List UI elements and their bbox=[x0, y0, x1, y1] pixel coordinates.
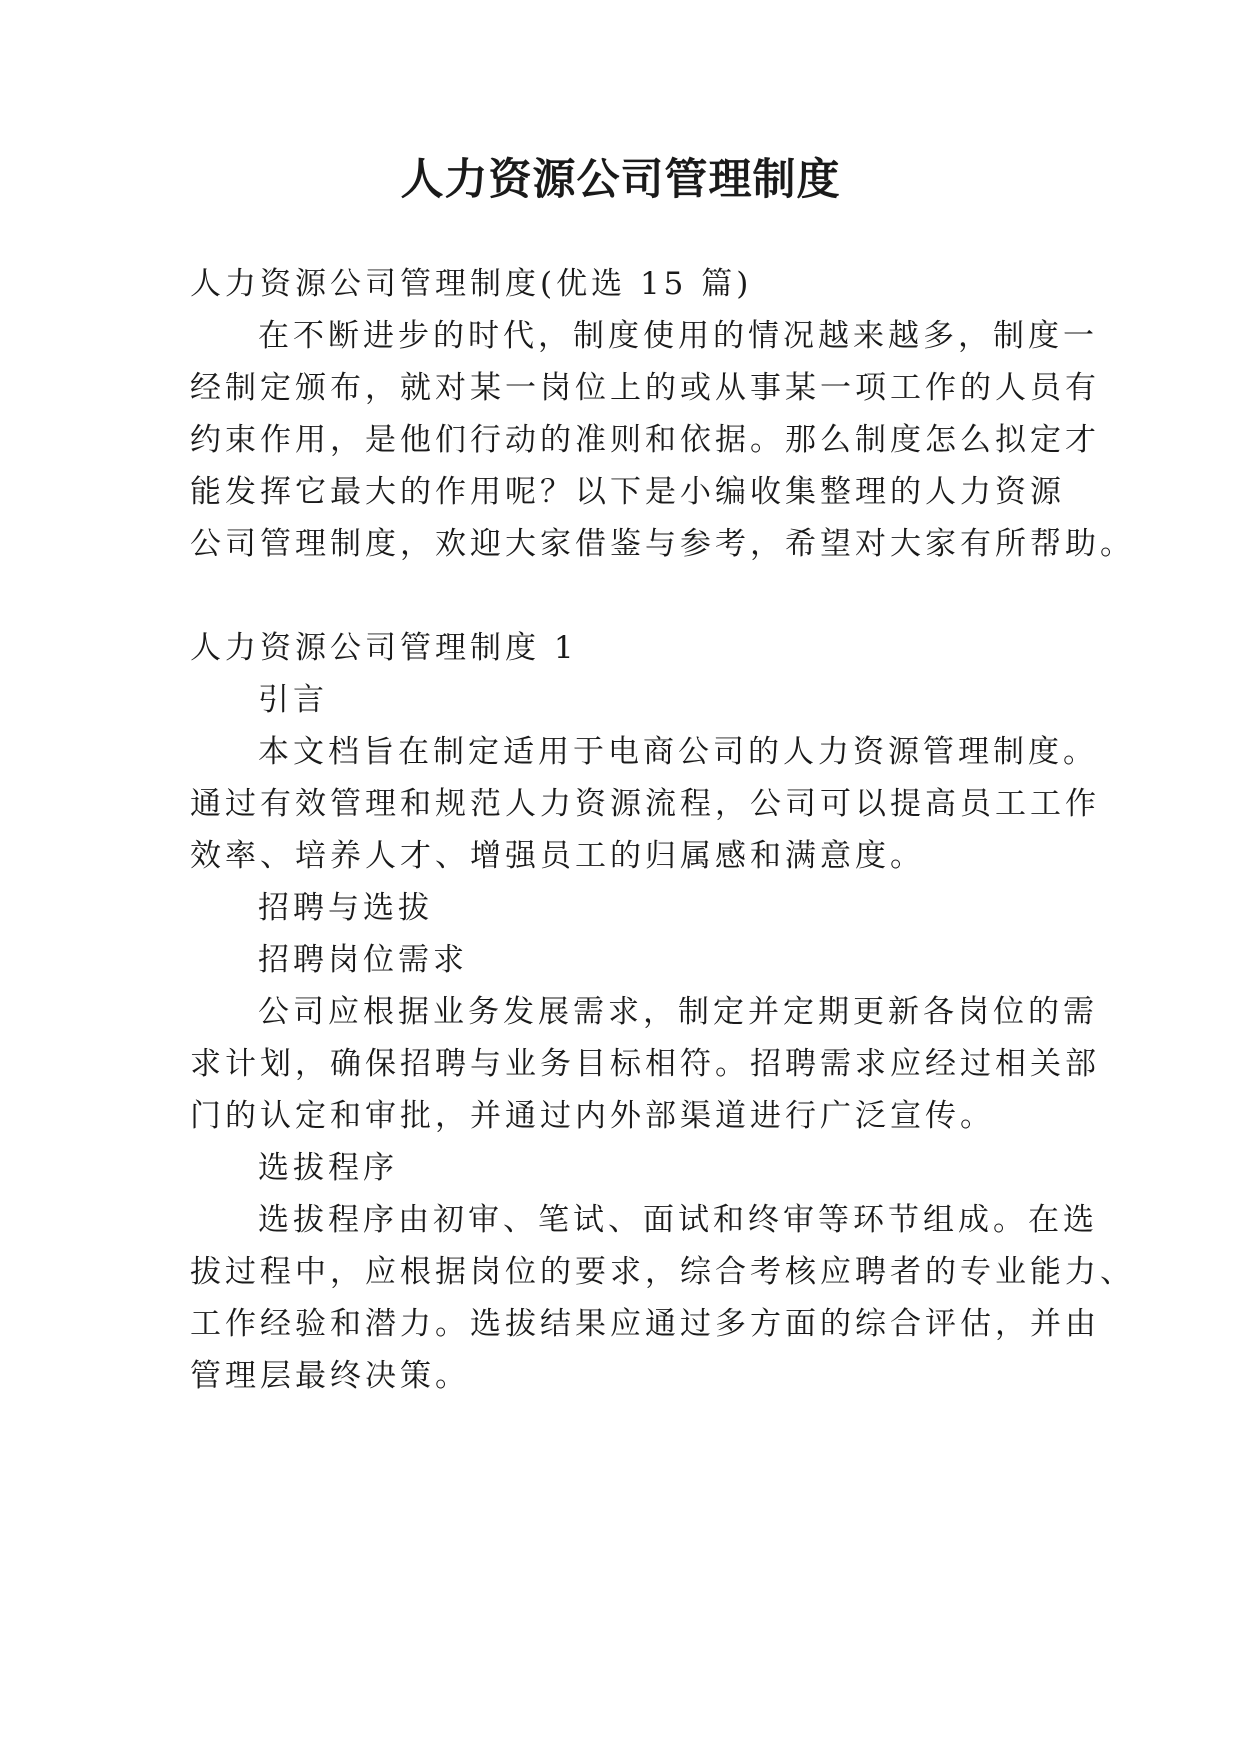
intro-line: 能发挥它最大的作用呢？以下是小编收集整理的人力资源 bbox=[190, 474, 1065, 510]
document-title: 人力资源公司管理制度 bbox=[400, 155, 841, 205]
subtitle-line: 人力资源公司管理制度(优选 15 篇) bbox=[190, 266, 753, 302]
subheading: 引言 bbox=[258, 682, 328, 718]
intro-line: 公司管理制度，欢迎大家借鉴与参考，希望对大家有所帮助。 bbox=[190, 526, 1135, 562]
paragraph-line: 工作经验和潜力。选拔结果应通过多方面的综合评估，并由 bbox=[190, 1306, 1100, 1342]
paragraph-line: 管理层最终决策。 bbox=[190, 1358, 470, 1394]
subheading: 选拔程序 bbox=[258, 1150, 398, 1186]
paragraph-line: 公司应根据业务发展需求，制定并定期更新各岗位的需 bbox=[258, 994, 1098, 1030]
subheading: 招聘与选拔 bbox=[258, 890, 433, 926]
section-heading: 人力资源公司管理制度 1 bbox=[190, 630, 578, 666]
paragraph-line: 求计划，确保招聘与业务目标相符。招聘需求应经过相关部 bbox=[190, 1046, 1100, 1082]
intro-line: 在不断进步的时代，制度使用的情况越来越多，制度一 bbox=[258, 318, 1098, 354]
paragraph-line: 本文档旨在制定适用于电商公司的人力资源管理制度。 bbox=[258, 734, 1098, 770]
paragraph-line: 选拔程序由初审、笔试、面试和终审等环节组成。在选 bbox=[258, 1202, 1098, 1238]
intro-line: 约束作用，是他们行动的准则和依据。那么制度怎么拟定才 bbox=[190, 422, 1100, 458]
intro-line: 经制定颁布，就对某一岗位上的或从事某一项工作的人员有 bbox=[190, 370, 1100, 406]
subheading: 招聘岗位需求 bbox=[258, 942, 468, 978]
paragraph-line: 通过有效管理和规范人力资源流程，公司可以提高员工工作 bbox=[190, 786, 1100, 822]
paragraph-line: 门的认定和审批，并通过内外部渠道进行广泛宣传。 bbox=[190, 1098, 995, 1134]
paragraph-line: 拔过程中，应根据岗位的要求，综合考核应聘者的专业能力、 bbox=[190, 1254, 1135, 1290]
paragraph-line: 效率、培养人才、增强员工的归属感和满意度。 bbox=[190, 838, 925, 874]
